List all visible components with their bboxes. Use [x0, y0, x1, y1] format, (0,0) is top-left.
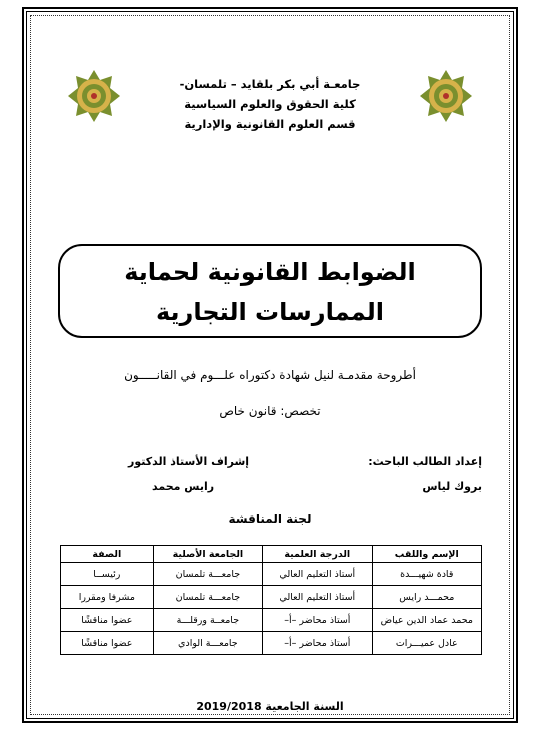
cell-role: مشرفا ومقررا [61, 586, 154, 609]
header-rank: الدرجة العلمية [263, 546, 372, 563]
committee-title: لجنة المناقشة [228, 512, 312, 526]
cell-name: عادل عميـــرات [372, 632, 481, 655]
department-name: قسم العلوم القانونية والإدارية [184, 117, 356, 131]
header-name: الإسم واللقب [372, 546, 481, 563]
university-seal-icon [66, 68, 122, 124]
cell-rank: أستاذ محاضر –أ– [263, 632, 372, 655]
cell-role: عضوا مناقشًا [61, 632, 154, 655]
table-row [61, 586, 482, 609]
specialization: تخصص: قانون خاص [219, 404, 321, 418]
cell-role: عضوا مناقشًا [61, 609, 154, 632]
header-role: الصفة [61, 546, 154, 563]
header-university: الجامعة الأصلية [153, 546, 262, 563]
table-row [61, 609, 482, 632]
university-name: جامعـة أبي بكر بلقايد – تلمسان- [179, 77, 361, 91]
faculty-name: كلية الحقوق والعلوم السياسية [184, 97, 356, 111]
institution-header [150, 74, 390, 134]
student-name: بروك لياس [422, 480, 482, 493]
university-seal-icon [418, 68, 474, 124]
cell-university: جامعـــة الوادي [153, 632, 262, 655]
thesis-title-line-2: الممارسات التجارية [155, 298, 385, 326]
cell-university: جامعـــة تلمسان [153, 586, 262, 609]
prepared-by-label: إعداد الطالب الباحث: [368, 455, 482, 468]
cell-name: محمـــد رايس [372, 586, 481, 609]
academic-year: السنة الجامعية 2019/2018 [196, 700, 344, 713]
cell-university: جامعـــة تلمسان [153, 563, 262, 586]
cell-rank: أستاذ محاضر –أ– [263, 609, 372, 632]
cell-university: جامعــة ورقلـــة [153, 609, 262, 632]
cell-rank: أستاذ التعليم العالي [263, 586, 372, 609]
table-row [61, 563, 482, 586]
jury-table [60, 545, 482, 655]
supervisor-label: إشراف الأستاذ الدكتور [128, 455, 250, 468]
cell-name: قادة شهيـــدة [372, 563, 481, 586]
cell-name: محمد عماد الدين عياض [372, 609, 481, 632]
cell-role: رئيســا [61, 563, 154, 586]
table-header-row [61, 546, 482, 563]
table-row [61, 632, 482, 655]
cell-rank: أستاذ التعليم العالي [263, 563, 372, 586]
thesis-title-line-1: الضوابط القانونية لحماية [124, 258, 416, 286]
supervisor-name: رايس محمد [152, 480, 215, 493]
thesis-title-box [58, 244, 482, 338]
thesis-subtitle: أطروحة مقدمـة لنيل شهادة دكتوراه علـــوم في القانـــــون [124, 368, 416, 382]
